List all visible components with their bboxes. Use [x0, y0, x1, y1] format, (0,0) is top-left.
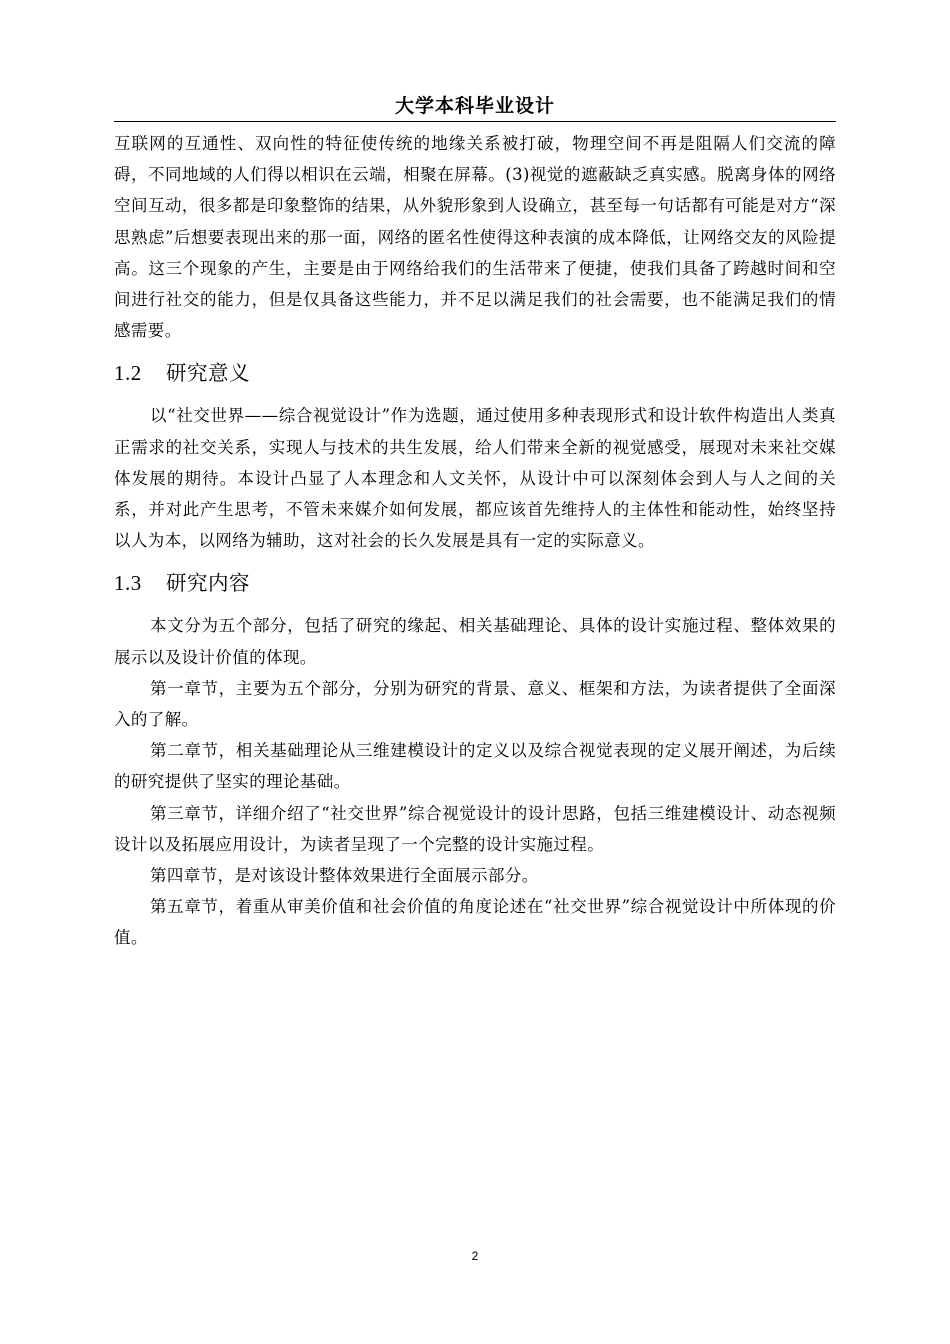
- body-paragraph: 第一章节，主要为五个部分，分别为研究的背景、意义、框架和方法，为读者提供了全面深入的了解。: [114, 678, 836, 730]
- body-paragraph: 以“社交世界——综合视觉设计”作为选题，通过使用多种表现形式和设计软件构造出人类真正需求的社交关系，实现人与技术的共生发展，给人们带来全新的视觉感受，展现对未来社交媒体发展的期待。本设计凸显了人本理念和人文关怀，从设计中可以深刻体会到人与人之间的关系，并对此产生思考，不管未来媒介如何发展，都应该首先维持人的主体性和能动性，始终坚持以人为本，以网络为辅助，这对社会的长久发展是具有一定的实际意义。: [114, 406, 836, 551]
- section-title: 研究内容: [166, 571, 250, 596]
- section-heading-1-2: [114, 357, 836, 390]
- body-paragraph: 第四章节，是对该设计整体效果进行全面展示部分。: [150, 866, 539, 886]
- section-title: 研究意义: [166, 361, 250, 386]
- section-heading-1-3: [114, 567, 836, 600]
- section-number: 1.3: [114, 571, 142, 596]
- body-paragraph: 第三章节，详细介绍了“社交世界”综合视觉设计的设计思路，包括三维建模设计、动态视频设计以及拓展应用设计，为读者呈现了一个完整的设计实施过程。: [114, 803, 836, 854]
- body-paragraph: 第五章节，着重从审美价值和社会价值的角度论述在“社交世界”综合视觉设计中所体现的价值。: [114, 897, 836, 948]
- page-number: 2: [471, 1249, 479, 1263]
- intro-paragraph: 互联网的互通性、双向性的特征使传统的地缘关系被打破，物理空间不再是阻隔人们交流的障碍，不同地域的人们得以相识在云端，相聚在屏幕。(3)视觉的遮蔽缺乏真实感。脱离身体的网络空间互动，很多都是印象整饰的结果，从外貌形象到人设确立，甚至每一句话都有可能是对方“深思熟虑”后想要表现出来的那一面，网络的匿名性使得这种表演的成本降低，让网络交友的风险提高。这三个现象的产生，主要是由于网络给我们的生活带来了便捷，使我们具备了跨越时间和空间进行社交的能力，但是仅具备这些能力，并不足以满足我们的社会需要，也不能满足我们的情感需要。: [114, 134, 836, 341]
- body-paragraph: 本文分为五个部分，包括了研究的缘起、相关基础理论、具体的设计实施过程、整体效果的展示以及设计价值的体现。: [114, 616, 836, 667]
- section-number: 1.2: [114, 361, 142, 386]
- body-paragraph: 第二章节，相关基础理论从三维建模设计的定义以及综合视觉表现的定义展开阐述，为后续的研究提供了坚实的理论基础。: [114, 741, 836, 792]
- page-header-title: 大学本科毕业设计: [394, 95, 555, 117]
- header-divider: [114, 121, 836, 122]
- document-body: [114, 128, 836, 954]
